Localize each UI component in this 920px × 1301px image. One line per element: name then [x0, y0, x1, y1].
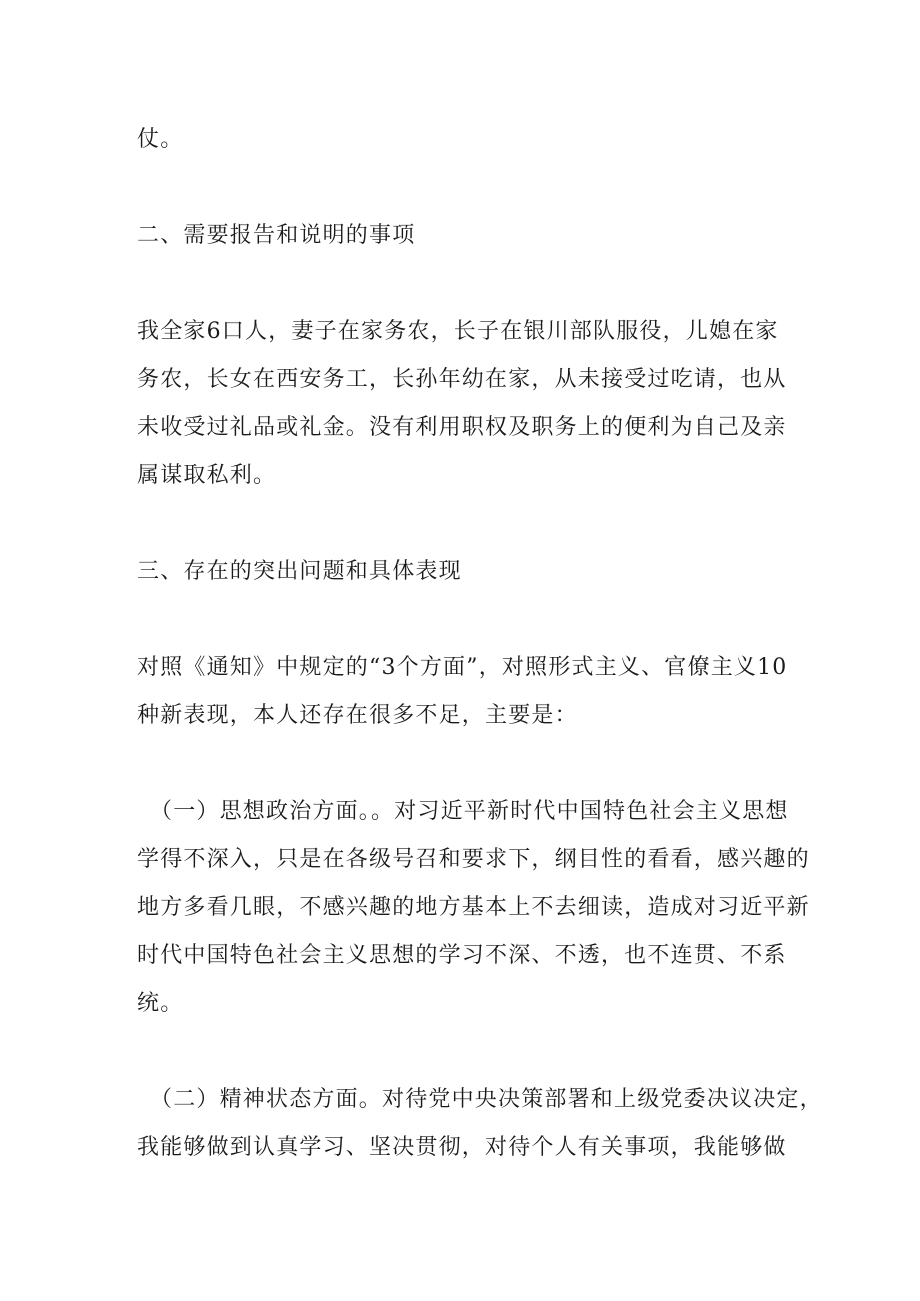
- paragraph-line: 对照《通知》中规定的“3个方面”，对照形式主义、官僚主义10: [137, 655, 788, 680]
- paragraph-line: 我能够做到认真学习、坚决贯彻，对待个人有关事项，我能够做: [137, 1135, 787, 1160]
- paragraph-line: 地方多看几眼，不感兴趣的地方基本上不去细读，造成对习近平新: [137, 895, 810, 920]
- paragraph-line: 时代中国特色社会主义思想的学习不深、不透，也不连贯、不系: [137, 943, 787, 968]
- paragraph-line: 务农，长女在西安务工，长孙年幼在家，从未接受过吃请，也从: [137, 367, 787, 392]
- paragraph-line: 我全家6口人，妻子在家务农，长子在银川部队服役，儿媳在家: [137, 319, 779, 344]
- paragraph-line: 学得不深入，只是在各级号召和要求下，纲目性的看看，感兴趣的: [137, 847, 810, 872]
- section-heading: 二、需要报告和说明的事项: [137, 223, 416, 248]
- paragraph-line: 属谋取私利。: [137, 463, 277, 488]
- paragraph-line: 仗。: [137, 127, 184, 152]
- paragraph-line: （一）思想政治方面。。对习近平新时代中国特色社会主义思想: [150, 799, 789, 824]
- paragraph-line: 未收受过礼品或礼金。没有利用职权及职务上的便利为自己及亲: [137, 415, 787, 440]
- paragraph-line: 统。: [137, 991, 184, 1016]
- section-heading: 三、存在的突出问题和具体表现: [137, 559, 462, 584]
- paragraph-line: 种新表现，本人还存在很多不足，主要是：: [137, 703, 578, 728]
- paragraph-line: （二）精神状态方面。对待党中央决策部署和上级党委决议决定，: [150, 1087, 823, 1112]
